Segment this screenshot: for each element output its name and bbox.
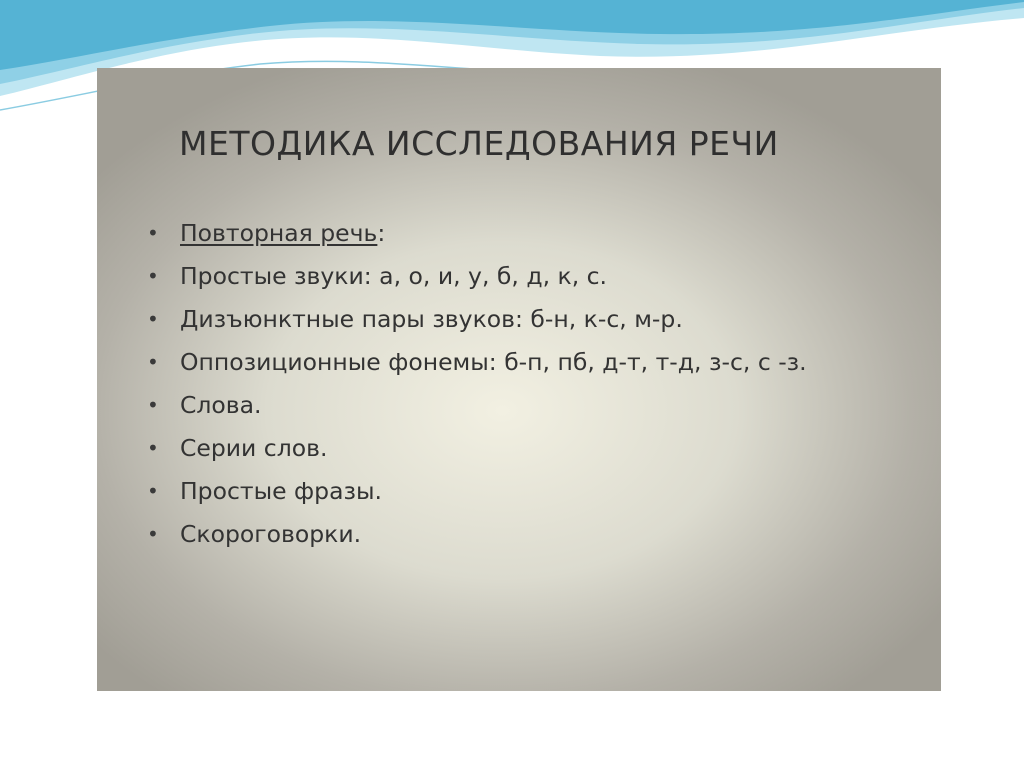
slide-frame [97, 68, 941, 691]
slide-title: МЕТОДИКА ИССЛЕДОВАНИЯ РЕЧИ [179, 124, 779, 163]
list-item [147, 431, 907, 465]
bullet-icon: • [147, 479, 159, 503]
list-item-text: Слова. [180, 391, 262, 419]
list-item-text: Простые звуки: а, о, и, у, б, д, к, с. [180, 262, 608, 290]
list-item [147, 345, 907, 379]
list-item-text: Простые фразы. [180, 477, 382, 505]
list-item-text: Скороговорки. [180, 520, 362, 548]
list-item [147, 259, 907, 293]
list-item [147, 216, 907, 250]
bullet-icon: • [147, 350, 159, 374]
bullet-icon: • [147, 522, 159, 546]
bullet-icon: • [147, 393, 159, 417]
bullet-icon: • [147, 307, 159, 331]
list-item [147, 517, 907, 551]
list-item [147, 388, 907, 422]
bullet-icon: • [147, 264, 159, 288]
bullet-icon: • [147, 221, 159, 245]
list-item-suffix: : [377, 219, 386, 247]
list-item-text: Оппозиционные фонемы: б-п, пб, д-т, т-д, з-с, с -з. [180, 348, 807, 376]
list-item-text: Дизъюнктные пары звуков: б-н, к-с, м-р. [180, 305, 683, 333]
list-item [147, 474, 907, 508]
list-item-text: Повторная речь [180, 219, 378, 247]
list-item [147, 302, 907, 336]
bullet-icon: • [147, 436, 159, 460]
list-item-text: Серии слов. [180, 434, 328, 462]
bullet-list [147, 216, 907, 560]
